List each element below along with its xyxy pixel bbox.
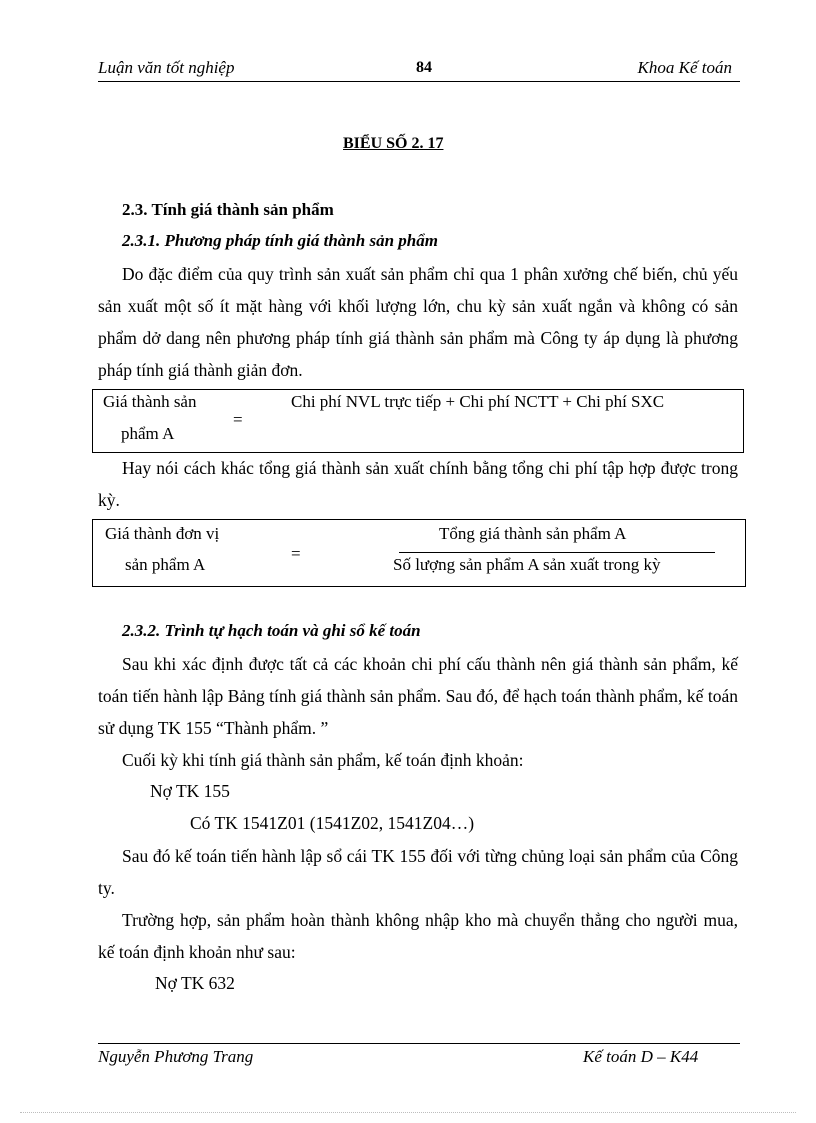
formula2-left-line1: Giá thành đơn vị bbox=[105, 524, 220, 543]
subsection-heading-1: 2.3.1. Phương pháp tính giá thành sản phẩm bbox=[122, 231, 438, 250]
formula2-denominator: Số lượng sản phẩm A sản xuất trong kỳ bbox=[393, 555, 661, 574]
formula2-numerator: Tổng giá thành sản phẩm A bbox=[439, 524, 627, 543]
header-page-number: 84 bbox=[416, 59, 432, 76]
paragraph-method: Do đặc điểm của quy trình sản xuất sản phẩm chỉ qua 1 phân xưởng chế biến, chủ yếu sản xuất một số ít mặt hàng với khối lượng lớn, chu kỳ sản xuất ngắn và không có sản phẩm dở dang nên phương pháp tính giá thành sản phẩm mà Công ty áp dụng là phương pháp tính giá thành giản đơn. bbox=[98, 264, 738, 380]
paragraph-procedure: Sau khi xác định được tất cả các khoản chi phí cấu thành nên giá thành sản phẩm, kế toán tiến hành lập Bảng tính giá thành sản phẩm. Sau đó, để hạch toán thành phẩm, kế toán sử dụng TK 155 “Thành phẩm. ” bbox=[98, 654, 738, 738]
entry1-credit: Có TK 1541Z01 (1541Z02, 1541Z04…) bbox=[190, 813, 475, 833]
entry1-debit: Nợ TK 155 bbox=[150, 781, 230, 801]
document-title: BIỂU SỐ 2. 17 bbox=[343, 135, 444, 152]
footer-left-text: Nguyễn Phương Trang bbox=[98, 1047, 254, 1066]
paragraph-direct-sale: Trường hợp, sản phẩm hoàn thành không nhập kho mà chuyển thẳng cho người mua, kế toán định khoản như sau: bbox=[98, 910, 738, 962]
header-rule bbox=[98, 81, 740, 82]
subsection-heading-2: 2.3.2. Trình tự hạch toán và ghi sổ kế toán bbox=[122, 621, 421, 640]
paragraph-total-cost: Hay nói cách khác tổng giá thành sản xuất chính bằng tổng chi phí tập hợp được trong kỳ. bbox=[98, 458, 738, 510]
paragraph-end-of-period: Cuối kỳ khi tính giá thành sản phẩm, kế toán định khoản: bbox=[122, 750, 524, 770]
formula1-left-line1: Giá thành sản bbox=[103, 392, 197, 411]
header-left-text: Luận văn tốt nghiệp bbox=[98, 58, 235, 77]
paragraph-ledger: Sau đó kế toán tiến hành lập sổ cái TK 155 đối với từng chủng loại sản phẩm của Công ty. bbox=[98, 846, 738, 898]
footer-rule bbox=[98, 1043, 740, 1044]
section-heading: 2.3. Tính giá thành sản phẩm bbox=[122, 200, 334, 219]
formula-box-2 bbox=[92, 519, 746, 587]
formula2-left-line2: sản phẩm A bbox=[125, 555, 206, 574]
page-bottom-dotted-line bbox=[20, 1112, 796, 1113]
formula-box-1 bbox=[92, 389, 744, 453]
formula2-equals: = bbox=[291, 544, 301, 563]
footer-right-text: Kế toán D – K44 bbox=[583, 1047, 699, 1066]
formula1-left-line2: phẩm A bbox=[121, 424, 175, 443]
entry2-debit: Nợ TK 632 bbox=[155, 973, 235, 993]
formula2-fraction-line bbox=[399, 552, 715, 553]
formula1-equals: = bbox=[233, 410, 243, 429]
formula1-right: Chi phí NVL trực tiếp + Chi phí NCTT + Chi phí SXC bbox=[291, 392, 665, 411]
header-right-text: Khoa Kế toán bbox=[637, 58, 732, 77]
